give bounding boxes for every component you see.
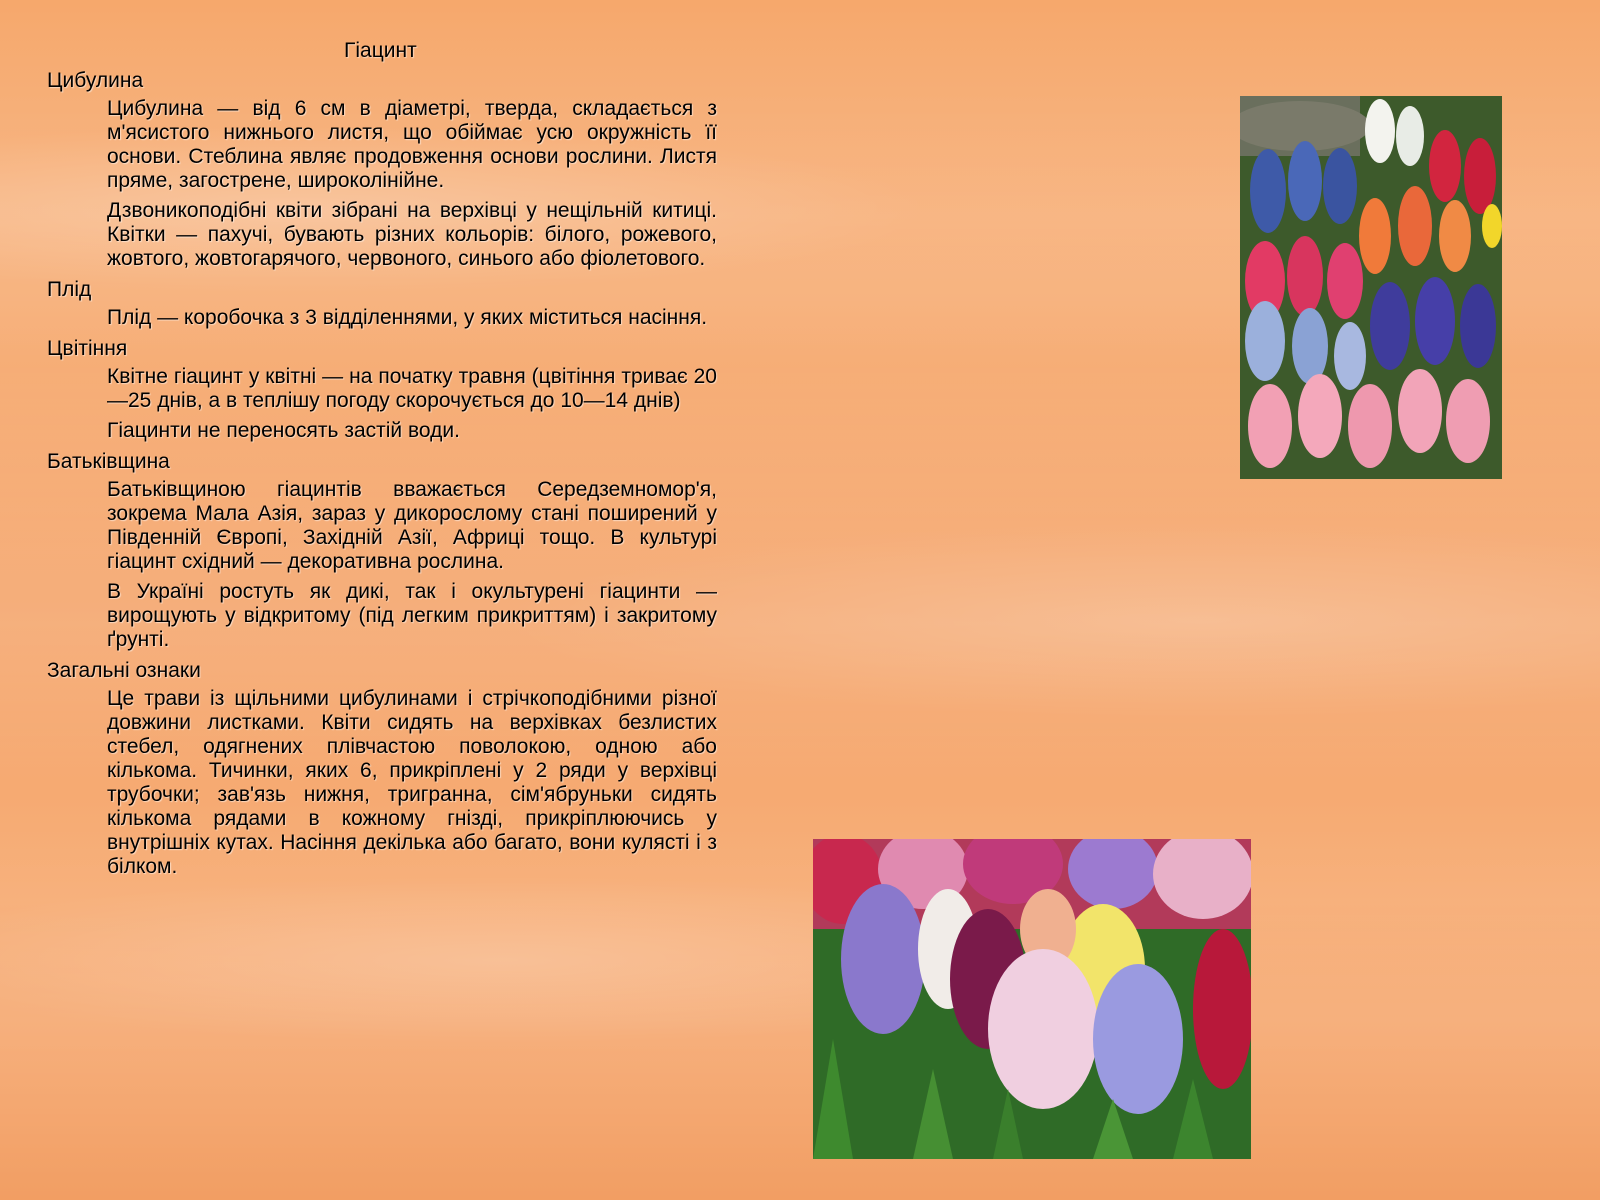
hyacinth-bed-photo <box>1240 96 1502 479</box>
section-heading: Цибулина <box>47 69 144 92</box>
section-fruit <box>47 277 717 330</box>
paragraph: Цибулина — від 6 см в діаметрі, тверда, складається з м'ясистого нижнього листя, що обіймає усю окружність її основи. Стеблина являє продовження основи рослини. Листя пряме, загострене, широколінійне. <box>107 97 717 192</box>
section-heading: Цвітіння <box>47 337 128 360</box>
section-general-features <box>47 658 717 879</box>
paragraph: Це трави із щільними цибулинами і стрічкоподібними різної довжини листками. Квіти сидять на верхівках безлистих стебел, одягнених плівчастою поволокою, одною або кількома. Тичинки, яких 6, прикріплені у 2 ряди у верхівці трубочки; зав'язь нижня, тригранна, сім'ябруньки сидять кількома рядами в кожному гнізді, прикріплюючись у внутрішніх кутах. Насіння декілька або багато, вони кулясті і з білком. <box>107 687 717 878</box>
slide-text <box>47 38 717 885</box>
hyacinth-closeup-image <box>813 839 1251 1159</box>
paragraph: В Україні ростуть як дикі, так і окультурені гіацинти — вирощують у відкритому (під легким прикриттям) і закритому ґрунті. <box>107 580 717 651</box>
section-homeland <box>47 449 717 652</box>
paragraph: Гіацинти не переносять застій води. <box>107 419 460 442</box>
hyacinth-closeup-photo <box>813 839 1251 1159</box>
section-blooming <box>47 336 717 443</box>
section-heading: Плід <box>47 278 92 301</box>
paragraph: Дзвоникоподібні квіти зібрані на верхівці у нещільній китиці. Квітки — пахучі, бувають різних кольорів: білого, рожевого, жовтого, жовтогарячого, червоного, синього або фіолетового. <box>107 199 717 270</box>
hyacinth-bed-image <box>1240 96 1502 479</box>
section-heading: Батьківщина <box>47 450 170 473</box>
paragraph: Батьківщиною гіацинтів вважається Середземномор'я, зокрема Мала Азія, зараз у дикорослому стані поширений у Південній Європі, Західній Азії, Африці тощо. В культурі гіацинт східний — декоративна рослина. <box>107 478 717 573</box>
slide-title: Гіацинт <box>344 39 417 62</box>
paragraph: Квітне гіацинт у квітні — на початку травня (цвітіння триває 20—25 днів, а в теплішу погоду скорочується до 10—14 днів) <box>107 365 717 412</box>
section-bulb <box>47 68 717 271</box>
paragraph: Плід — коробочка з 3 відділеннями, у яких міститься насіння. <box>107 306 708 329</box>
section-heading: Загальні ознаки <box>47 659 201 682</box>
